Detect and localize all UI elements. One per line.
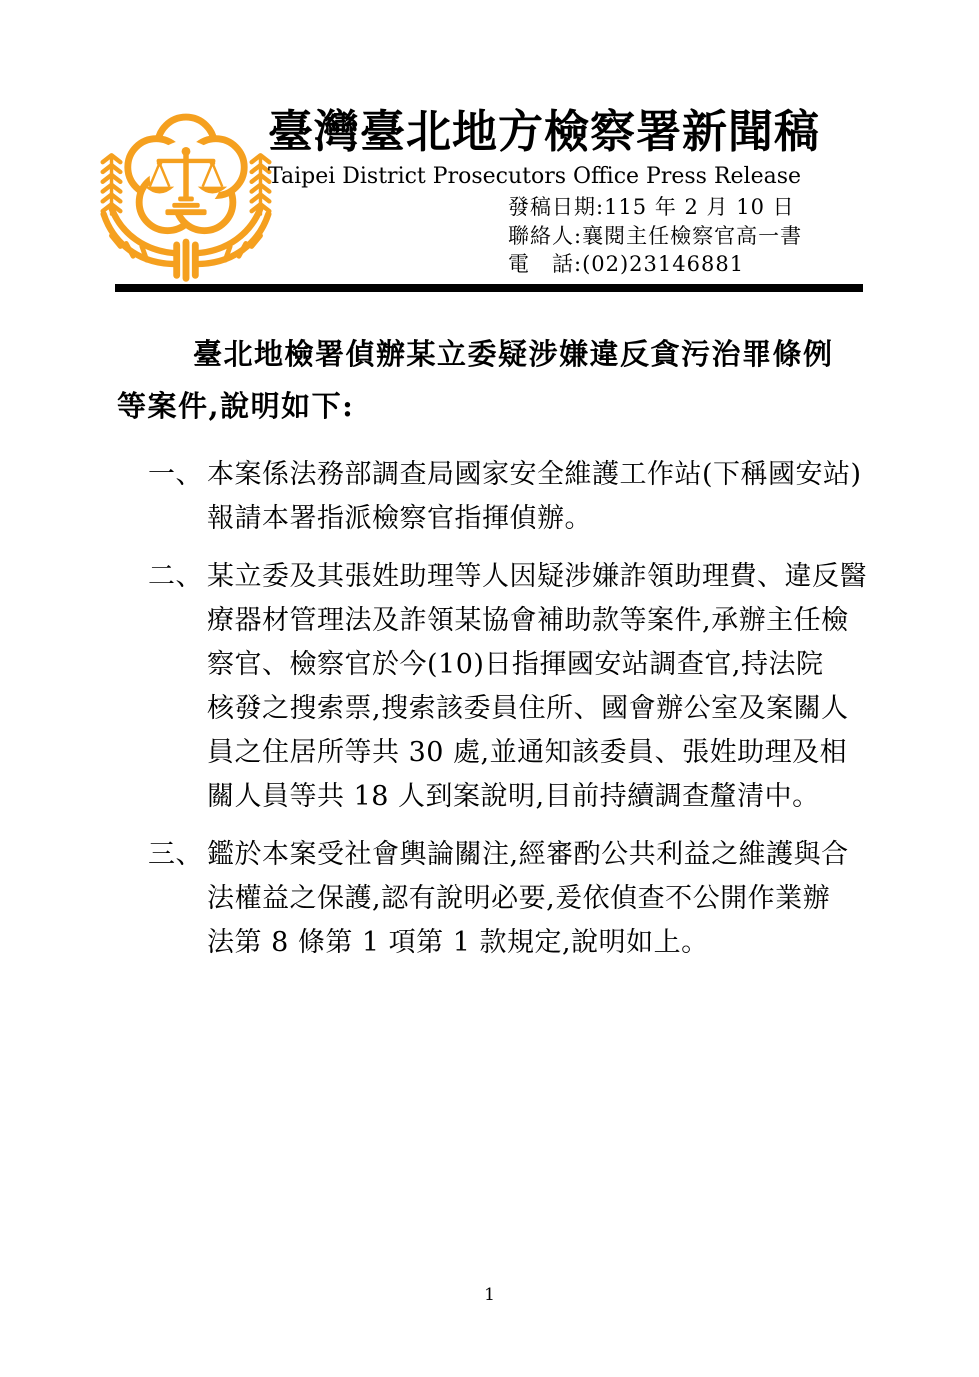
document-subtitle-english: Taipei District Prosecutors Office Press Release bbox=[268, 164, 802, 189]
item-3-line-1: 鑑於本案受社會輿論關注,經審酌公共利益之維護與合 bbox=[207, 839, 849, 870]
item-1-text bbox=[207, 453, 862, 541]
item-2-line-1: 某立委及其張姓助理等人因疑涉嫌詐領助理費、違反醫 bbox=[207, 561, 867, 592]
contact-person: 聯絡人:襄閱主任檢察官高一書 bbox=[508, 223, 803, 248]
intro-line-1: 臺北地檢署偵辦某立委疑涉嫌違反貪污治罪條例 bbox=[193, 337, 834, 371]
item-2-line-3: 察官、檢察官於今(10)日指揮國安站調查官,持法院 bbox=[207, 649, 824, 680]
item-2-text bbox=[207, 555, 867, 819]
page-number: 1 bbox=[484, 1285, 495, 1305]
item-2-marker: 二、 bbox=[148, 561, 203, 592]
header-divider-rule bbox=[115, 284, 863, 292]
item-3-marker: 三、 bbox=[148, 839, 203, 870]
document-title: 臺灣臺北地方檢察署新聞稿 bbox=[268, 105, 821, 158]
list-item-1 bbox=[117, 453, 862, 541]
contact-phone: 電 話:(02)23146881 bbox=[508, 252, 745, 276]
item-1-marker: 一、 bbox=[148, 459, 203, 490]
intro-line-2: 等案件,說明如下: bbox=[117, 389, 355, 423]
item-2-line-4: 核發之搜索票,搜索該委員住所、國會辦公室及案關人 bbox=[207, 693, 849, 724]
prosecutors-office-emblem-icon bbox=[88, 98, 284, 290]
header-title-block bbox=[268, 104, 821, 190]
item-1-line-2: 報請本署指派檢察官指揮偵辦。 bbox=[207, 503, 592, 534]
item-2-line-2: 療器材管理法及詐領某協會補助款等案件,承辦主任檢 bbox=[207, 605, 849, 636]
item-2-line-5: 員之住居所等共 30 處,並通知該委員、張姓助理及相 bbox=[207, 737, 848, 768]
header-contact-info bbox=[508, 193, 802, 279]
intro-heading bbox=[117, 328, 862, 432]
item-3-line-3: 法第 8 條第 1 項第 1 款規定,說明如上。 bbox=[207, 927, 709, 958]
list-item-2 bbox=[117, 555, 867, 819]
item-2-line-6: 關人員等共 18 人到案說明,目前持續調查釐清中。 bbox=[207, 781, 820, 812]
item-3-text bbox=[207, 833, 862, 965]
item-list bbox=[117, 453, 867, 979]
list-item-3 bbox=[117, 833, 862, 965]
release-date: 發稿日期:115 年 2 月 10 日 bbox=[508, 195, 795, 219]
item-3-line-2: 法權益之保護,認有說明必要,爰依偵查不公開作業辦 bbox=[207, 883, 831, 914]
item-1-line-1: 本案係法務部調查局國家安全維護工作站(下稱國安站) bbox=[207, 459, 862, 490]
